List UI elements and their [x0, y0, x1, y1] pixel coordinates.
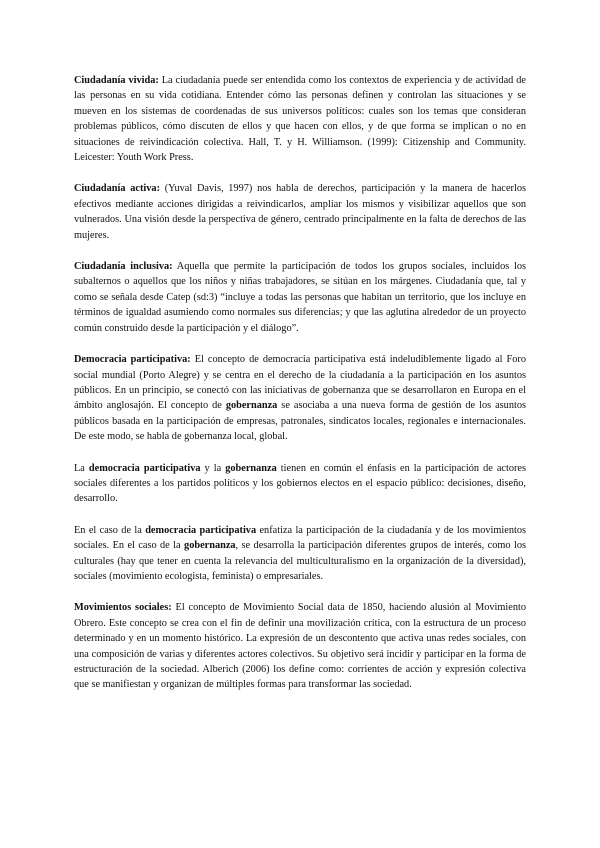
term-gobernanza: gobernanza [184, 540, 236, 552]
term-democracia-participativa: democracia participativa [88, 462, 201, 474]
term-ciudadania-inclusiva: Ciudadanía inclusiva: [74, 261, 173, 273]
term-movimientos-sociales: Movimientos sociales: [74, 602, 172, 614]
term-ciudadania-activa: Ciudadanía activa: [74, 183, 160, 195]
paragraph-text: En el caso de la [74, 524, 146, 536]
paragraph-text: , se desarrolla la participación diferentes grupos de interés, como los culturales (hay que tener en cuenta la relevancia del multiculturalismo en la organización de la diversidad), sociales (movimiento ecologista, feminista) o empresariales. [74, 540, 526, 582]
term-gobernanza: gobernanza [225, 400, 278, 412]
paragraph-text: Aquella que permite la participación de todos los grupos sociales, incluidos los subalternos o aquellos que los niños y niñas trabajadores, se sitúan en los márgenes. Ciudadanía que, tal y como se señala desde Catep (sd:3) “incluye a todas las personas que habitan un territorio, que los incluye en términos de igualdad asumiendo como normales sus diferencias; y que las aglutina alrededor de un proyecto común construido desde la participación y el diálogo”. [74, 261, 526, 334]
term-gobernanza: gobernanza [225, 462, 277, 474]
paragraph-ciudadania-inclusiva [74, 259, 526, 336]
paragraph-text: La ciudadanía puede ser entendida como los contextos de experiencia y de actividad de las personas en su vida cotidiana. Entender cómo las personas definen y controlan las situaciones y se mueven en los sistemas de coordenadas de sus universos políticos: cuales son los temas que consideran problemas públicos, cómo discuten de ellos y que hacen con ellos, y de que forma se implican o no en situaciones de reivindicación colectiva. Hall, T. y H. Williamson. (1999): Citizenship and Community. Leicester: Youth Work Press. [74, 75, 526, 164]
paragraph-comparacion [74, 461, 526, 507]
paragraph-ciudadania-vivida [74, 73, 526, 165]
document-body [74, 73, 526, 709]
paragraph-text: se asociaba a una nueva forma de gestión de los asuntos públicos basada en la participación de empresas, patronales, sindicatos locales, regionales e internacionales. De este modo, se habla de gobernanza local, global. [74, 400, 526, 443]
paragraph-text: La [74, 462, 89, 474]
term-democracia-participativa: Democracia participativa: [74, 354, 191, 366]
paragraph-text: enfatiza la participación de la ciudadanía y de los movimientos sociales. En el caso de la [74, 524, 527, 552]
paragraph-text: tienen en común el énfasis en la participación de actores sociales diferentes a los partidos políticos y los gobiernos electos en el espacio público: decisiones, diseño, desarrollo. [74, 462, 526, 505]
term-democracia-participativa: democracia participativa [145, 524, 257, 536]
paragraph-text: El concepto de Movimiento Social data de 1850, haciendo alusión al Movimiento Obrero. Este concepto se crea con el fin de definir una movilización crítica, con la estructura de un proceso determinado y en un momento histórico. La expresión de un descontento que activa unas redes sociales, con una composición de varias y diferentes actores colectivos. Su objetivo será incidir y participar en la forma de estructuración de la sociedad. Alberich (2006) los define como: corrientes de acción y expresión colectiva que se manifiestan y organizan de múltiples formas para transformar las sociedad. [74, 602, 526, 691]
term-ciudadania-vivida: Ciudadanía vivida: [74, 75, 159, 86]
paragraph-text: El concepto de democracia participativa está indeludiblemente ligado al Foro social mundial (Porto Alegre) y se centra en el derecho de la ciudadanía a la participación en los asuntos públicos. En un principio, se conectó con las iniciativas de gobernanza que se desarrollaron en Europa en el ámbito anglosajón. El concepto de [74, 354, 526, 412]
paragraph-movimientos-sociales [74, 600, 526, 692]
paragraph-democracia-participativa [74, 352, 526, 444]
paragraph-enfasis [74, 523, 526, 585]
paragraph-text: y la [200, 462, 226, 474]
paragraph-text: (Yuval Davis, 1997) nos habla de derechos, participación y la manera de hacerlos efectivos mediante acciones dirigidas a reivindicarlos, ampliar los mismos y visibilizar aquellos que son vulnerados. Una visión desde la perspectiva de género, centrado principalmente en la falta de derechos de las mujeres. [74, 183, 526, 241]
paragraph-ciudadania-activa [74, 181, 526, 243]
